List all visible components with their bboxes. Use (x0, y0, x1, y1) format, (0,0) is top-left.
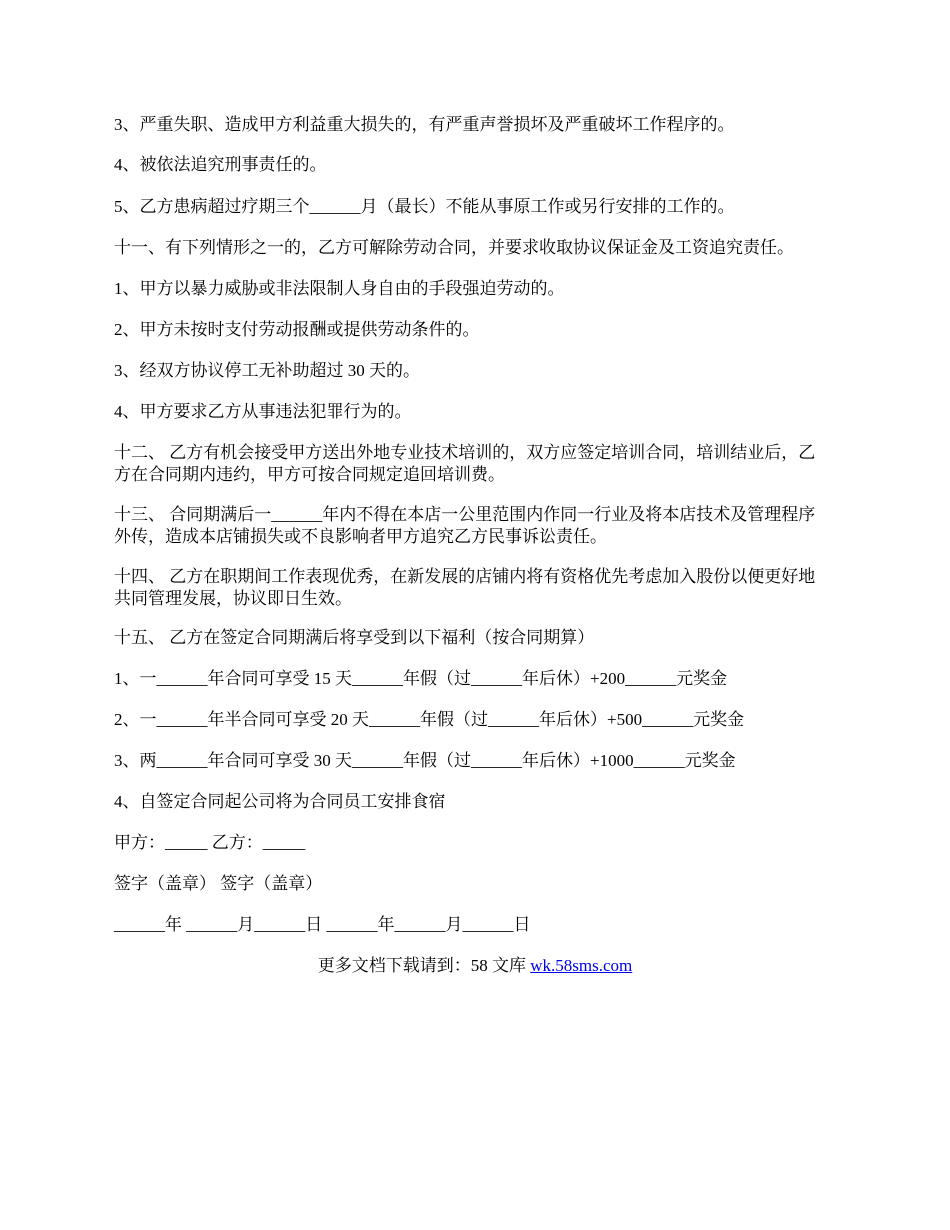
article-11-item-4: 4、甲方要求乙方从事违法犯罪行为的。 (114, 402, 412, 421)
benefit-item-1: 1、一______年合同可享受 15 天______年假（过______年后休）+200______元奖金 (114, 669, 728, 688)
footer-text: 更多文档下载请到：58 文库 (317, 956, 531, 975)
article-11-item-3: 3、经双方协议停工无补助超过 30 天的。 (114, 361, 420, 380)
article-11-item-2: 2、甲方未按时支付劳动报酬或提供劳动条件的。 (114, 320, 480, 339)
article-12-training: 十二、 乙方有机会接受甲方送出外地专业技术培训的，双方应签定培训合同，培训结业后，乙方在合同期内违约，甲方可按合同规定追回培训费。 (114, 443, 816, 484)
clause-3-serious-negligence: 3、严重失职、造成甲方利益重大损失的，有严重声誉损坏及严重破坏工作程序的。 (114, 115, 735, 134)
footer (0, 955, 950, 977)
party-signature-line: 甲方：_____ 乙方：_____ (114, 833, 306, 852)
benefit-item-4: 4、自签定合同起公司将为合同员工安排食宿 (114, 792, 446, 811)
article-11-item-1: 1、甲方以暴力威胁或非法限制人身自由的手段强迫劳动的。 (114, 279, 565, 298)
article-13-non-compete: 十三、 合同期满后一______年内不得在本店一公里范围内作同一行业及将本店技术及管理程序外传，造成本店铺损失或不良影响者甲方追究乙方民事诉讼责任。 (114, 505, 816, 546)
date-line: ______年 ______月______日 ______年______月______日 (114, 915, 531, 934)
clause-4-criminal-liability: 4、被依法追究刑事责任的。 (114, 155, 327, 174)
article-11-heading: 十一、有下列情形之一的，乙方可解除劳动合同，并要求收取协议保证金及工资追究责任。 (114, 238, 794, 257)
clause-5-illness: 5、乙方患病超过疗期三个______月（最长）不能从事原工作或另行安排的工作的。 (114, 197, 735, 216)
article-14-shares: 十四、 乙方在职期间工作表现优秀，在新发展的店铺内将有资格优先考虑加入股份以便更好地共同管理发展，协议即日生效。 (114, 567, 816, 608)
article-15-benefits-heading: 十五、 乙方在签定合同期满后将享受到以下福利（按合同期算） (114, 628, 595, 647)
benefit-item-2: 2、一______年半合同可享受 20 天______年假（过______年后休）+500______元奖金 (114, 710, 745, 729)
footer-link[interactable]: wk.58sms.com (530, 956, 633, 975)
benefit-item-3: 3、两______年合同可享受 30 天______年假（过______年后休）+1000______元奖金 (114, 751, 736, 770)
seal-line: 签字（盖章） 签字（盖章） (114, 874, 323, 893)
